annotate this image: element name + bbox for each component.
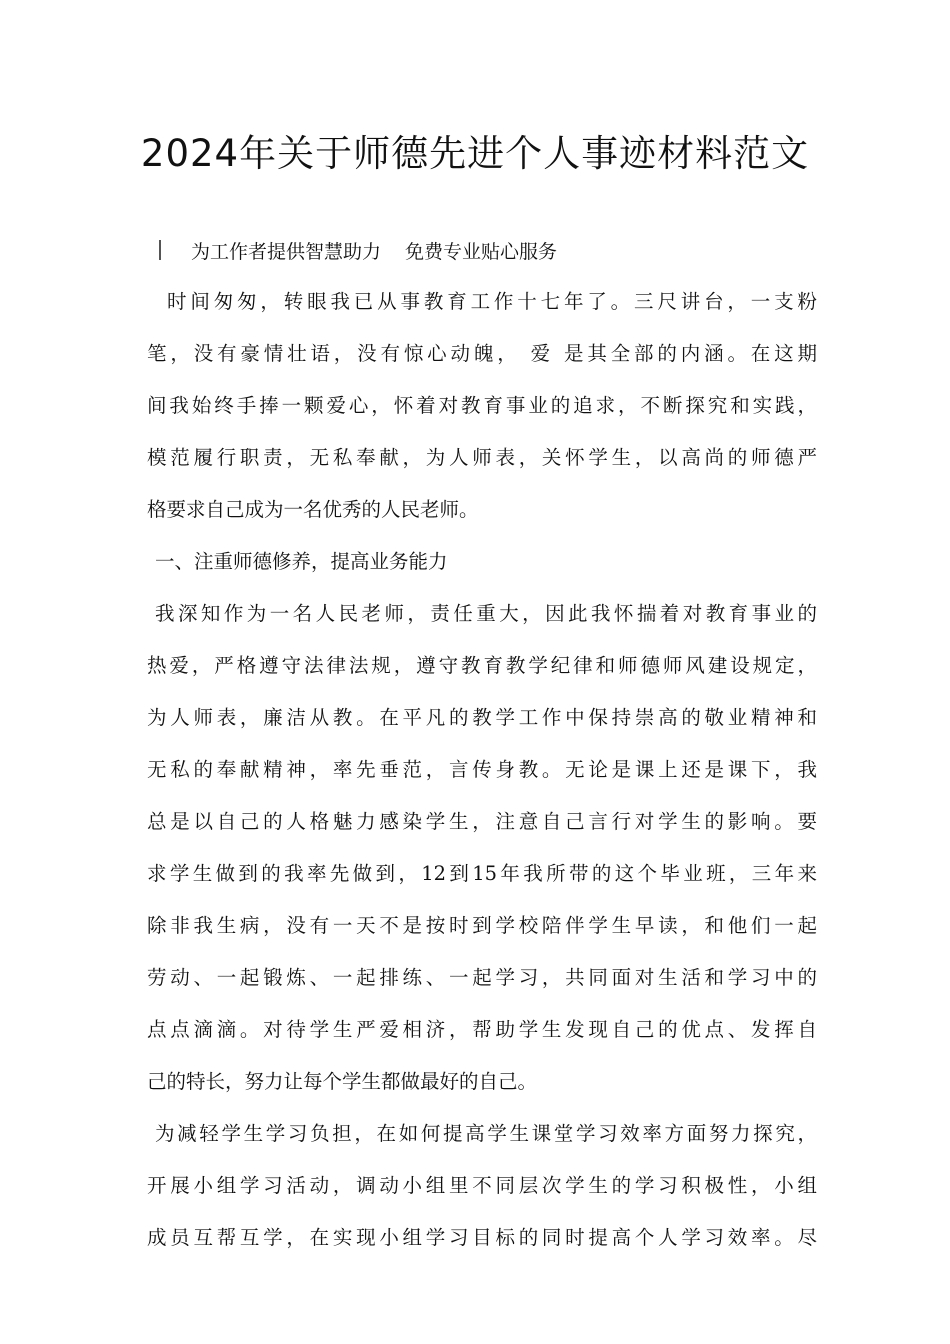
document-title: 2024年关于师德先进个人事迹材料范文	[140, 132, 810, 175]
text-line: 除非我生病，没有一天不是按时到学校陪伴学生早读，和他们一起	[147, 914, 817, 937]
text-line: 求学生做到的我率先做到，12到15年我所带的这个毕业班，三年来	[147, 862, 817, 885]
paragraph	[147, 280, 817, 540]
text-line: 时间匆匆，转眼我已从事教育工作十七年了。三尺讲台，一支粉	[167, 290, 817, 313]
paragraph	[147, 592, 817, 1112]
text-line: 为减轻学生学习负担，在如何提高学生课堂学习效率方面努力探究，	[155, 1122, 817, 1145]
text-line: 开展小组学习活动，调动小组里不同层次学生的学习积极性，小组	[147, 1174, 817, 1197]
document-body	[147, 280, 817, 1268]
text-line: 劳动、一起锻炼、一起排练、一起学习，共同面对生活和学习中的	[147, 966, 817, 989]
tagline-right: 免费专业贴心服务	[405, 240, 558, 263]
tagline-left: 为工作者提供智慧助力	[191, 240, 382, 263]
text-line: 点点滴滴。对待学生严爱相济，帮助学生发现自己的优点、发挥自	[147, 1018, 817, 1041]
text-line: 笔，没有豪情壮语，没有惊心动魄， 爱 是其全部的内涵。在这期	[147, 342, 817, 365]
text-line: 模范履行职责，无私奉献，为人师表，关怀学生，以高尚的师德严	[147, 446, 817, 469]
text-line: 间我始终手捧一颗爱心，怀着对教育事业的追求，不断探究和实践，	[147, 394, 817, 417]
text-line: 己的特长，努力让每个学生都做最好的自己。	[147, 1070, 538, 1093]
vertical-bar-mark	[159, 240, 161, 260]
text-line: 热爱，严格遵守法律法规，遵守教育教学纪律和师德师风建设规定，	[147, 654, 817, 677]
section-heading	[147, 540, 817, 592]
text-line: 总是以自己的人格魅力感染学生，注意自己言行对学生的影响。要	[147, 810, 817, 833]
heading-line: 一、注重师德修养，提高业务能力	[155, 550, 448, 573]
text-line: 格要求自己成为一名优秀的人民老师。	[147, 498, 479, 521]
text-line: 为人师表，廉洁从教。在平凡的教学工作中保持崇高的敬业精神和	[147, 706, 817, 729]
text-line: 无私的奉献精神，率先垂范，言传身教。无论是课上还是课下，我	[147, 758, 817, 781]
tagline	[147, 233, 557, 267]
text-line: 成员互帮互学，在实现小组学习目标的同时提高个人学习效率。尽	[147, 1226, 817, 1249]
text-line: 我深知作为一名人民老师，责任重大，因此我怀揣着对教育事业的	[155, 602, 817, 625]
paragraph	[147, 1112, 817, 1268]
